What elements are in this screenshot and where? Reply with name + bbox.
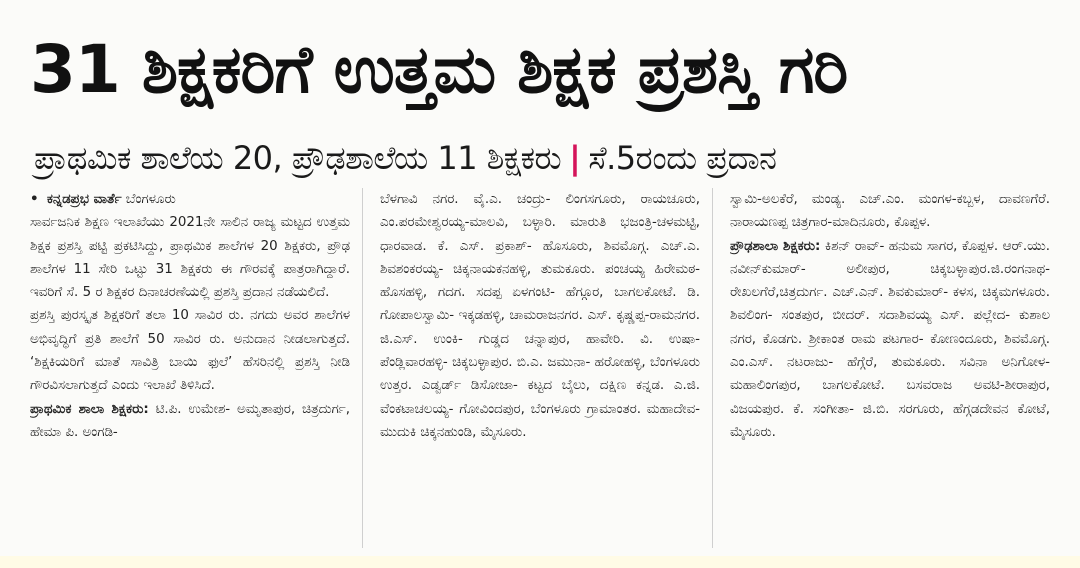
primary-teachers-list-end: ಸ್ವಾಮಿ-ಅಲಕೆರೆ, ಮಂಡ್ಯ. ಎಚ್.ಎಂ. ಮಂಗಳ-ಕಬ್ಬಳ, ದಾವಣಗೆರೆ. ನಾರಾಯಣಪ್ಪ ಚಿತ್ರಗಾರ-ಮಾದಿನೂರು, ಕೊಪ್ಪಳ. [730,192,1050,231]
high-school-teachers-list: ಕಿಶನ್ ರಾವ್- ಹನುಮ ಸಾಗರ, ಕೊಪ್ಪಳ. ಆರ್.ಯು. ನವೀನ್‌ಕುಮಾರ್- ಅಲೀಪುರ, ಚಿಕ್ಕಬಳ್ಳಾಪುರ.ಜಿ.ರಂಗನಾಥ-ರೇಖಲಗೆರೆ,ಚಿತ್ರದುರ್ಗ. ಎಚ್.ಎನ್. ಶಿವಕುಮಾರ್- ಕಳಸ, ಚಿಕ್ಕಮಗಳೂರು. ಶಿವಲಿಂಗ- ಸಂತಪುರ, ಬೀದರ್. ಸದಾಶಿವಯ್ಯ ಎಸ್. ಪಲ್ಲೇದ- ಕುಶಾಲ ನಗರ, ಕೊಡಗು. ಶ್ರೀಕಾಂತ ರಾಮ ಪಟಗಾರ- ಕೋಣಂದೂರು, ಶಿವಮೊಗ್ಗ. ಎಂ.ಎಸ್. ನಟರಾಜು- ಹೆಗ್ಗೆರೆ, ತುಮಕೂರು. ಸವಿನಾ ಅನಿಗೋಳ-ಮಹಾಲಿಂಗಪುರ, ಬಾಗಲಕೋಟೆ. ಬಸವರಾಜ ಅವಟಿ-ಶೀರಾಪುರ, ವಿಜಯಪುರ. ಕೆ. ಸಂಗೀತಾ- ಜಿ.ಬಿ. ಸರಗೂರು, ಹೆಗ್ಗಡದೇವನ ಕೋಟೆ, ಮೈಸೂರು. [730,238,1050,440]
byline [30,188,350,211]
article-column-3 [730,188,1050,560]
page-edge [0,556,1080,568]
subheadline-right: ಸೆ.5ರಂದು ಪ್ರದಾನ [588,139,777,177]
article-paragraph [30,398,350,445]
article-body [30,188,1060,560]
primary-teachers-list: ಬೆಳಗಾವಿ ನಗರ. ವೈ.ಎ. ಚಂದ್ರು- ಲಿಂಗಸಗೂರು, ರಾಯಚೂರು, ಎಂ.ಪರಮೇಶ್ವರಯ್ಯ-ಮಾಲವಿ, ಬಳ್ಳಾರಿ. ಮಾರುತಿ ಭಜಂತ್ರಿ-ಚಳಮಟ್ಟಿ, ಧಾರವಾಡ. ಕೆ. ಎಸ್. ಪ್ರಕಾಶ್- ಹೊಸೂರು, ಶಿವಮೊಗ್ಗ. ಎಚ್.ಎ. ಶಿವಶಂಕರಯ್ಯ- ಚಿಕ್ಕನಾಯಕನಹಳ್ಳಿ, ತುಮಕೂರು. ಪಂಚಯ್ಯ ಹಿರೇಮಠ- ಹೊಸಹಳ್ಳಿ, ಗದಗ. ಸದಪ್ಪ ಏಳಗಂಟಿ- ಹೆಗ್ಗೂರ, ಬಾಗಲಕೋಟೆ. ಡಿ. ಗೋಪಾಲಸ್ವಾಮಿ- ಇಕ್ಕಡಹಳ್ಳಿ, ಚಾಮರಾಜನಗರ. ಎಸ್. ಕೃಷ್ಣಪ್ಪ-ರಾಮನಗರ. ಜಿ.ಎಸ್. ಉಂಕಿ- ಗುಡ್ಡದ ಚನ್ನಾಪುರ, ಹಾವೇರಿ. ವಿ. ಉಷಾ- ಪೆಂಡ್ಲಿವಾರಹಳ್ಳಿ- ಚಿಕ್ಕಬಳ್ಳಾಪುರ. ಬಿ.ಎ. ಜಮುನಾ- ಹರೋಹಳ್ಳಿ, ಬೆಂಗಳೂರು ಉತ್ತರ. ಎಡ್ವರ್ಡ್ ಡಿಸೋಜಾ- ಕಟ್ಟದ ಬೈಲು, ದಕ್ಷಿಣ ಕನ್ನಡ. ಎ.ಜಿ. ವೆಂಕಟಾಚಲಯ್ಯ- ಗೋವಿಂದಪುರ, ಬೆಂಗಳೂರು ಗ್ರಾಮಾಂತರ. ಮಹಾದೇವ-ಮುದುಕಿ ಚಿಕ್ಕನಹುಂಡಿ, ಮೈಸೂರು. [380,192,700,440]
primary-teachers-list-start: ಟಿ.ಪಿ. ಉಮೇಶ- ಅಮೃತಾಪುರ, ಚಿತ್ರದುರ್ಗ, ಹೇಮಾ ಪಿ. ಅಂಗಡಿ- [30,401,350,440]
article-column-2 [380,188,700,560]
subheadline-left: ಪ್ರಾಥಮಿಕ ಶಾಲೆಯ 20, ಪ್ರೌಢಶಾಲೆಯ 11 ಶಿಕ್ಷಕರು [34,139,562,177]
byline-place: ಬೆಂಗಳೂರು [125,192,176,207]
section-label-primary-teachers: ಪ್ರಾಥಮಿಕ ಶಾಲಾ ಶಿಕ್ಷಕರು: [30,401,149,417]
article-paragraph [730,235,1050,445]
article-paragraph: ಸಾರ್ವಜನಿಕ ಶಿಕ್ಷಣ ಇಲಾಖೆಯು 2021ನೇ ಸಾಲಿನ ರಾಜ್ಯ ಮಟ್ಟದ ಉತ್ತಮ ಶಿಕ್ಷಕ ಪ್ರಶಸ್ತಿ ಪಟ್ಟಿ ಪ್ರಕಟಿಸಿದ್ದು, ಪ್ರಾಥಮಿಕ ಶಾಲೆಗಳ 20 ಶಿಕ್ಷಕರು, ಪ್ರೌಢ ಶಾಲೆಗಳ 11 ಸೇರಿ ಒಟ್ಟು 31 ಶಿಕ್ಷಕರು ಈ ಗೌರವಕ್ಕೆ ಪಾತ್ರರಾಗಿದ್ದಾರೆ. ಇವರಿಗೆ ಸೆ. 5 ರ ಶಿಕ್ಷಕರ ದಿನಾಚರಣೆಯಲ್ಲಿ ಪ್ರಶಸ್ತಿ ಪ್ರದಾನ ನಡೆಯಲಿದೆ. [30,215,350,301]
article-column-1 [30,188,350,560]
subheadline [34,134,1064,182]
subheadline-separator: | [569,139,581,177]
article-paragraph: ಪ್ರಶಸ್ತಿ ಪುರಸ್ಕೃತ ಶಿಕ್ಷಕರಿಗೆ ತಲಾ 10 ಸಾವಿರ ರು. ನಗದು ಅವರ ಶಾಲೆಗಳ ಅಭಿವೃದ್ಧಿಗೆ ಪ್ರತಿ ಶಾಲೆಗೆ 50 ಸಾವಿರ ರು. ಅನುದಾನ ನೀಡಲಾಗುತ್ತದೆ. ‘ಶಿಕ್ಷಕಿಯರಿಗೆ ಮಾತೆ ಸಾವಿತ್ರಿ ಬಾಯಿ ಫುಲೆ’ ಹೆಸರಿನಲ್ಲಿ ಪ್ರಶಸ್ತಿ ನೀಡಿ ಗೌರವಿಸಲಾಗುತ್ತದೆ ಎಂದು ಇಲಾಖೆ ತಿಳಿಸಿದೆ. [30,308,350,394]
section-label-high-school-teachers: ಪ್ರೌಢಶಾಲಾ ಶಿಕ್ಷಕರು: [730,238,821,254]
byline-bullet: • [30,192,39,207]
byline-source: ಕನ್ನಡಪ್ರಭ ವಾರ್ತೆ [46,192,122,207]
headline: 31 ಶಿಕ್ಷಕರಿಗೆ ಉತ್ತಮ ಶಿಕ್ಷಕ ಪ್ರಶಸ್ತಿ ಗರಿ [30,31,848,108]
